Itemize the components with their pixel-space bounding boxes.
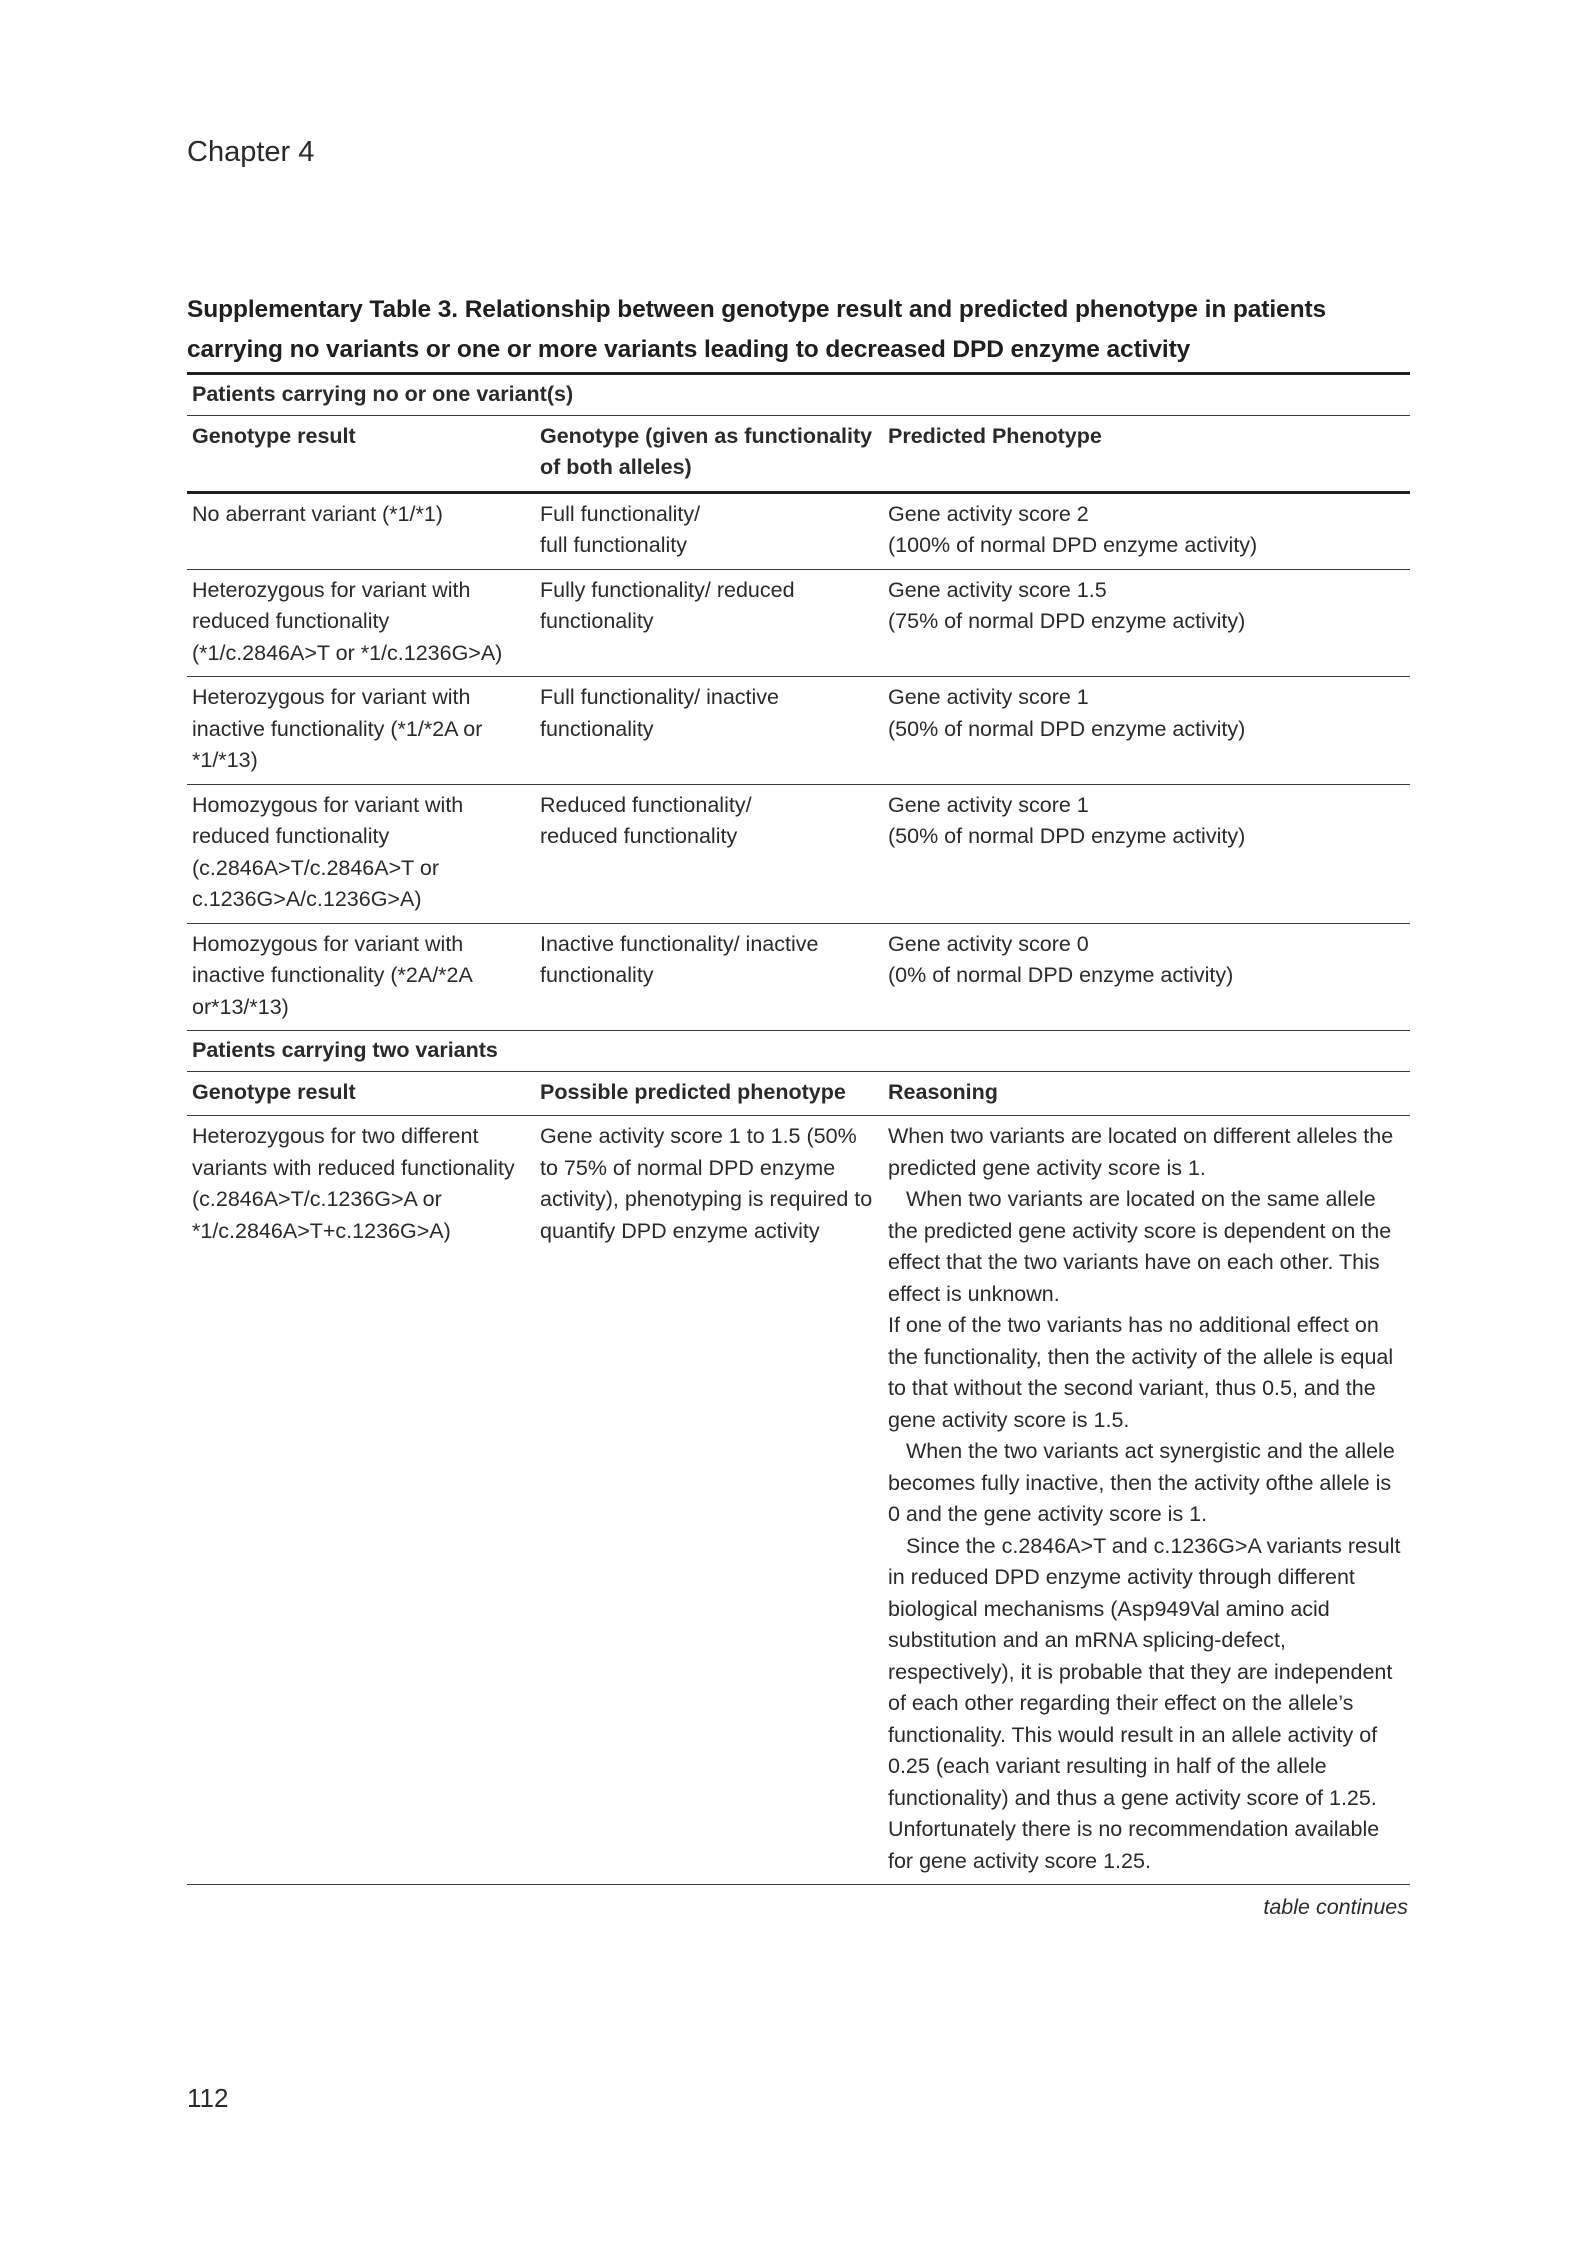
genotype-result-cell: Heterozygous for variant with inactive functionality (*1/*2A or *1/*13) [187, 677, 535, 785]
table-header-row [187, 1071, 1410, 1116]
genotype-cell [535, 492, 883, 569]
genotype-line: Full functionality/ [540, 501, 701, 526]
column-header: Possible predicted phenotype [535, 1071, 883, 1116]
genotype-cell: Fully functionality/ reduced functionality [535, 569, 883, 677]
page-number: 112 [187, 2083, 229, 2113]
table-row [187, 677, 1410, 785]
genotype-cell [535, 784, 883, 923]
column-header: Genotype result [187, 1071, 535, 1116]
genotype-result-cell: Heterozygous for two different variants with reduced functionality (c.2846A>T/c.1236G>A or *1/c.2846A>T+c.1236G>A) [187, 1116, 535, 1885]
phenotype-score: Gene activity score 1 [888, 685, 1089, 709]
phenotype-score: Gene activity score 1.5 [888, 577, 1107, 602]
phenotype-cell [883, 923, 1410, 1031]
phenotype-activity: (50% of normal DPD enzyme activity) [888, 824, 1246, 848]
phenotype-activity: (75% of normal DPD enzyme activity) [888, 609, 1246, 633]
genotype-result-cell: Homozygous for variant with inactive functionality (*2A/*2A or*13/*13) [187, 923, 535, 1031]
section-title-row [187, 374, 1410, 416]
reasoning-cell [883, 1116, 1410, 1885]
table-row [187, 923, 1410, 1031]
reasoning-paragraph: When two variants are located on different alleles the predicted gene activity score is 1. [888, 1124, 1394, 1180]
phenotype-cell [883, 784, 1410, 923]
genotype-line: reduced functionality [540, 824, 738, 848]
column-header: Genotype (given as functionality of both alleles) [535, 415, 883, 492]
table-header-row [187, 415, 1410, 492]
phenotype-cell [883, 492, 1410, 569]
table-caption [187, 290, 1410, 370]
genotype-cell: Inactive functionality/ inactive functionality [535, 923, 883, 1031]
table-row [187, 784, 1410, 923]
phenotype-score: Gene activity score 0 [888, 931, 1089, 956]
chapter-header: Chapter 4 [187, 136, 315, 168]
genotype-cell: Full functionality/ inactive functionality [535, 677, 883, 785]
reasoning-paragraph: Since the c.2846A>T and c.1236G>A variants result in reduced DPD enzyme activity through different biological mechanisms (Asp949Val amino acid substitution and an mRNA splicing-defect, respectively), it is probable that they are independent of each other regarding their effect on the allele’s functionality. This would result in an allele activity of 0.25 (each variant resulting in half of the allele functionality) and thus a gene activity score of 1.25. Unfortunately there is no recommendation available for gene activity score 1.25. [888, 1533, 1401, 1873]
reasoning-paragraph: If one of the two variants has no additional effect on the functionality, then the activity of the allele is equal to that without the second variant, thus 0.5, and the gene activity score is 1.5. [888, 1313, 1394, 1432]
section-title-row [187, 1031, 1410, 1072]
table-row [187, 569, 1410, 677]
column-header: Genotype result [187, 415, 535, 492]
caption-line-2: carrying no variants or one or more variants leading to decreased DPD enzyme activity [187, 336, 1191, 363]
caption-line-1: Supplementary Table 3. Relationship between genotype result and predicted phenotype in patients [187, 296, 1327, 323]
phenotype-activity: (100% of normal DPD enzyme activity) [888, 533, 1258, 557]
genotype-result-cell: No aberrant variant (*1/*1) [187, 492, 535, 569]
table-row [187, 492, 1410, 569]
table-container [187, 290, 1410, 1920]
phenotype-score: Gene activity score 2 [888, 501, 1089, 526]
genotype-table [187, 372, 1410, 1885]
column-header: Reasoning [883, 1071, 1410, 1116]
reasoning-paragraph: When the two variants act synergistic and the allele becomes fully inactive, then the activity ofthe allele is 0 and the gene activity score is 1. [888, 1439, 1395, 1526]
phenotype-cell: Gene activity score 1 to 1.5 (50% to 75% of normal DPD enzyme activity), phenotyping is required to quantify DPD enzyme activity [535, 1116, 883, 1885]
phenotype-cell [883, 569, 1410, 677]
section2-title: Patients carrying two variants [187, 1031, 1410, 1072]
genotype-line: Reduced functionality/ [540, 792, 752, 817]
genotype-result-cell: Homozygous for variant with reduced functionality (c.2846A>T/c.2846A>T or c.1236G>A/c.1236G>A) [187, 784, 535, 923]
genotype-line: full functionality [540, 533, 687, 557]
section1-title: Patients carrying no or one variant(s) [187, 374, 1410, 416]
table-continues-note: table continues [1263, 1895, 1408, 1919]
column-header: Predicted Phenotype [883, 415, 1410, 492]
table-row [187, 1116, 1410, 1885]
phenotype-cell [883, 677, 1410, 785]
genotype-result-cell: Heterozygous for variant with reduced functionality (*1/c.2846A>T or *1/c.1236G>A) [187, 569, 535, 677]
phenotype-activity: (0% of normal DPD enzyme activity) [888, 963, 1234, 987]
reasoning-paragraph: When two variants are located on the same allele the predicted gene activity score is dependent on the effect that the two variants have on each other. This effect is unknown. [888, 1187, 1392, 1306]
phenotype-score: Gene activity score 1 [888, 792, 1089, 817]
phenotype-activity: (50% of normal DPD enzyme activity) [888, 716, 1246, 741]
